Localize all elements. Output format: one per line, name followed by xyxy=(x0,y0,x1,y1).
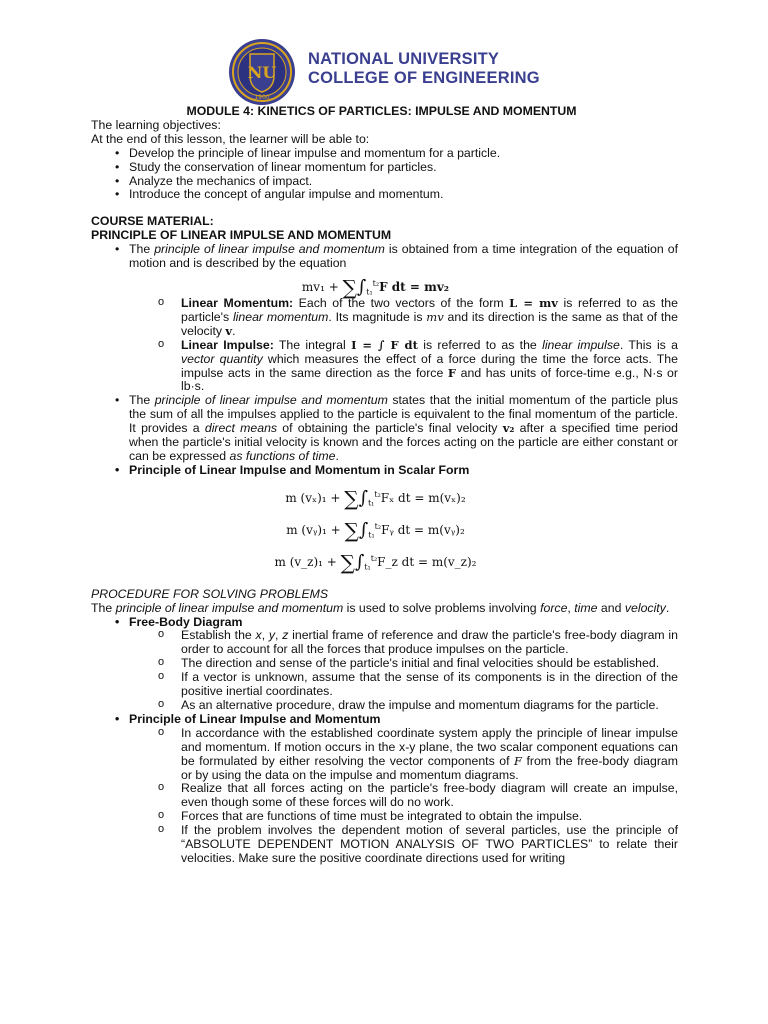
list-item: o Establish the x, y, z inertial frame of reference and draw the particle's free-body diagram in order to account for all the forces that produce impulses on the particle. xyxy=(91,629,678,657)
equation-scalar-x: m $(v_x)_1 + \sum\int_{t_1}^{t_2}F_x$ dt = m(vₓ)₂ xyxy=(285,486,466,511)
equation-scalar-z: m (v_z)₁ + $\sum\int_{t_1}^{t_2}F\_z$ dt = m(v_z)₂ xyxy=(274,550,477,575)
list-item: o The direction and sense of the particle's initial and final velocities should be established. xyxy=(91,657,678,671)
list-item: o In accordance with the established coordinate system apply the principle of linear impulse and momentum. If motion occurs in the x-y plane, the two scalar component equations can be formulated by either resolving the vector components of F from the free-body diagram or by using the data on the impulse and momentum diagrams. xyxy=(91,727,678,783)
list-item: • Introduce the concept of angular impulse and momentum. xyxy=(91,188,678,202)
equation-main: $mv_1 + \sum\int_{t_1}^{t_2}F$ dt = mv₂ xyxy=(301,275,450,300)
list-item: o If a vector is unknown, assume that the sense of its components is in the direction of the positive inertial coordinates. xyxy=(91,671,678,699)
objectives-list xyxy=(91,147,678,203)
page-header xyxy=(228,38,548,106)
course-subheading: PRINCIPLE OF LINEAR IMPULSE AND MOMENTUM xyxy=(91,228,392,243)
document-body xyxy=(91,105,678,866)
module-title: MODULE 4: KINETICS OF PARTICLES: IMPULSE AND MOMENTUM xyxy=(186,104,577,118)
procedure-list xyxy=(91,616,678,630)
course-list xyxy=(91,243,678,271)
list-item: o Linear Momentum: Each of the two vectors of the form L = mv is referred to as the particle's linear momentum. Its magnitude is mv and its direction is the same as that of the velocity v. xyxy=(91,297,678,339)
fbd-steps xyxy=(91,629,678,712)
objectives-heading: The learning objectives: xyxy=(91,117,221,132)
university-name xyxy=(308,50,540,88)
procedure-heading: PROCEDURE FOR SOLVING PROBLEMS xyxy=(91,586,329,601)
list-item: • Principle of Linear Impulse and Momentum xyxy=(91,713,678,727)
objectives-intro: At the end of this lesson, the learner will be able to: xyxy=(91,131,370,146)
list-item: o Realize that all forces acting on the particle's free-body diagram will create an impulse, even though some of these forces will do no work. xyxy=(91,782,678,810)
list-item: • Develop the principle of linear impulse and momentum for a particle. xyxy=(91,147,678,161)
sub-list xyxy=(91,297,678,394)
plim-steps xyxy=(91,727,678,866)
list-item: • The principle of linear impulse and momentum is obtained from a time integration of the equation of motion and is described by the equation xyxy=(91,243,678,271)
college-line-2: COLLEGE OF ENGINEERING xyxy=(308,69,540,87)
list-item: • Study the conservation of linear momentum for particles. xyxy=(91,161,678,175)
equation-scalar-y: m (vᵧ)₁ + $\sum\int_{t_1}^{t_2}Fᵧ$ dt = m(vᵧ)₂ xyxy=(286,518,465,543)
university-seal-logo xyxy=(228,38,296,106)
list-item: • Principle of Linear Impulse and Momentum in Scalar Form xyxy=(91,464,678,478)
list-item: o Linear Impulse: The integral I = ∫ F dt is referred to as the linear impulse. This is a vector quantity which measures the effect of a force during the time the force acts. The impulse acts in the same direction as the force F and has units of force-time e.g., N·s or lb·s. xyxy=(91,339,678,395)
university-line-1: NATIONAL UNIVERSITY xyxy=(308,50,500,68)
list-item: • Free-Body Diagram xyxy=(91,616,678,630)
list-item: o If the problem involves the dependent motion of several particles, use the principle of “ABSOLUTE DEPENDENT MOTION ANALYSIS OF TWO PARTICLES” to relate their velocities. Make sure the positive coordinate directions used for writing xyxy=(91,824,678,866)
course-heading: COURSE MATERIAL: xyxy=(91,214,214,229)
procedure-intro: The principle of linear impulse and momentum is used to solve problems involving force, time and velocity. xyxy=(91,600,670,615)
list-item: o As an alternative procedure, draw the impulse and momentum diagrams for the particle. xyxy=(91,699,678,713)
procedure-list-2 xyxy=(91,713,678,727)
list-item: • The principle of linear impulse and momentum states that the initial momentum of the particle plus the sum of all the impulses applied to the particle is equivalent to the final momentum of the particle. It provides a direct means of obtaining the particle's final velocity v₂ after a specified time period when the particle's initial velocity is known and the forces acting on the particle are either constant or can be expressed as functions of time. xyxy=(91,394,678,464)
seal-letters: NU xyxy=(247,63,277,82)
list-item: • Analyze the mechanics of impact. xyxy=(91,175,678,189)
list-item: o Forces that are functions of time must be integrated to obtain the impulse. xyxy=(91,810,678,824)
course-list-2 xyxy=(91,394,678,477)
seal-year: 1900 xyxy=(254,94,270,101)
